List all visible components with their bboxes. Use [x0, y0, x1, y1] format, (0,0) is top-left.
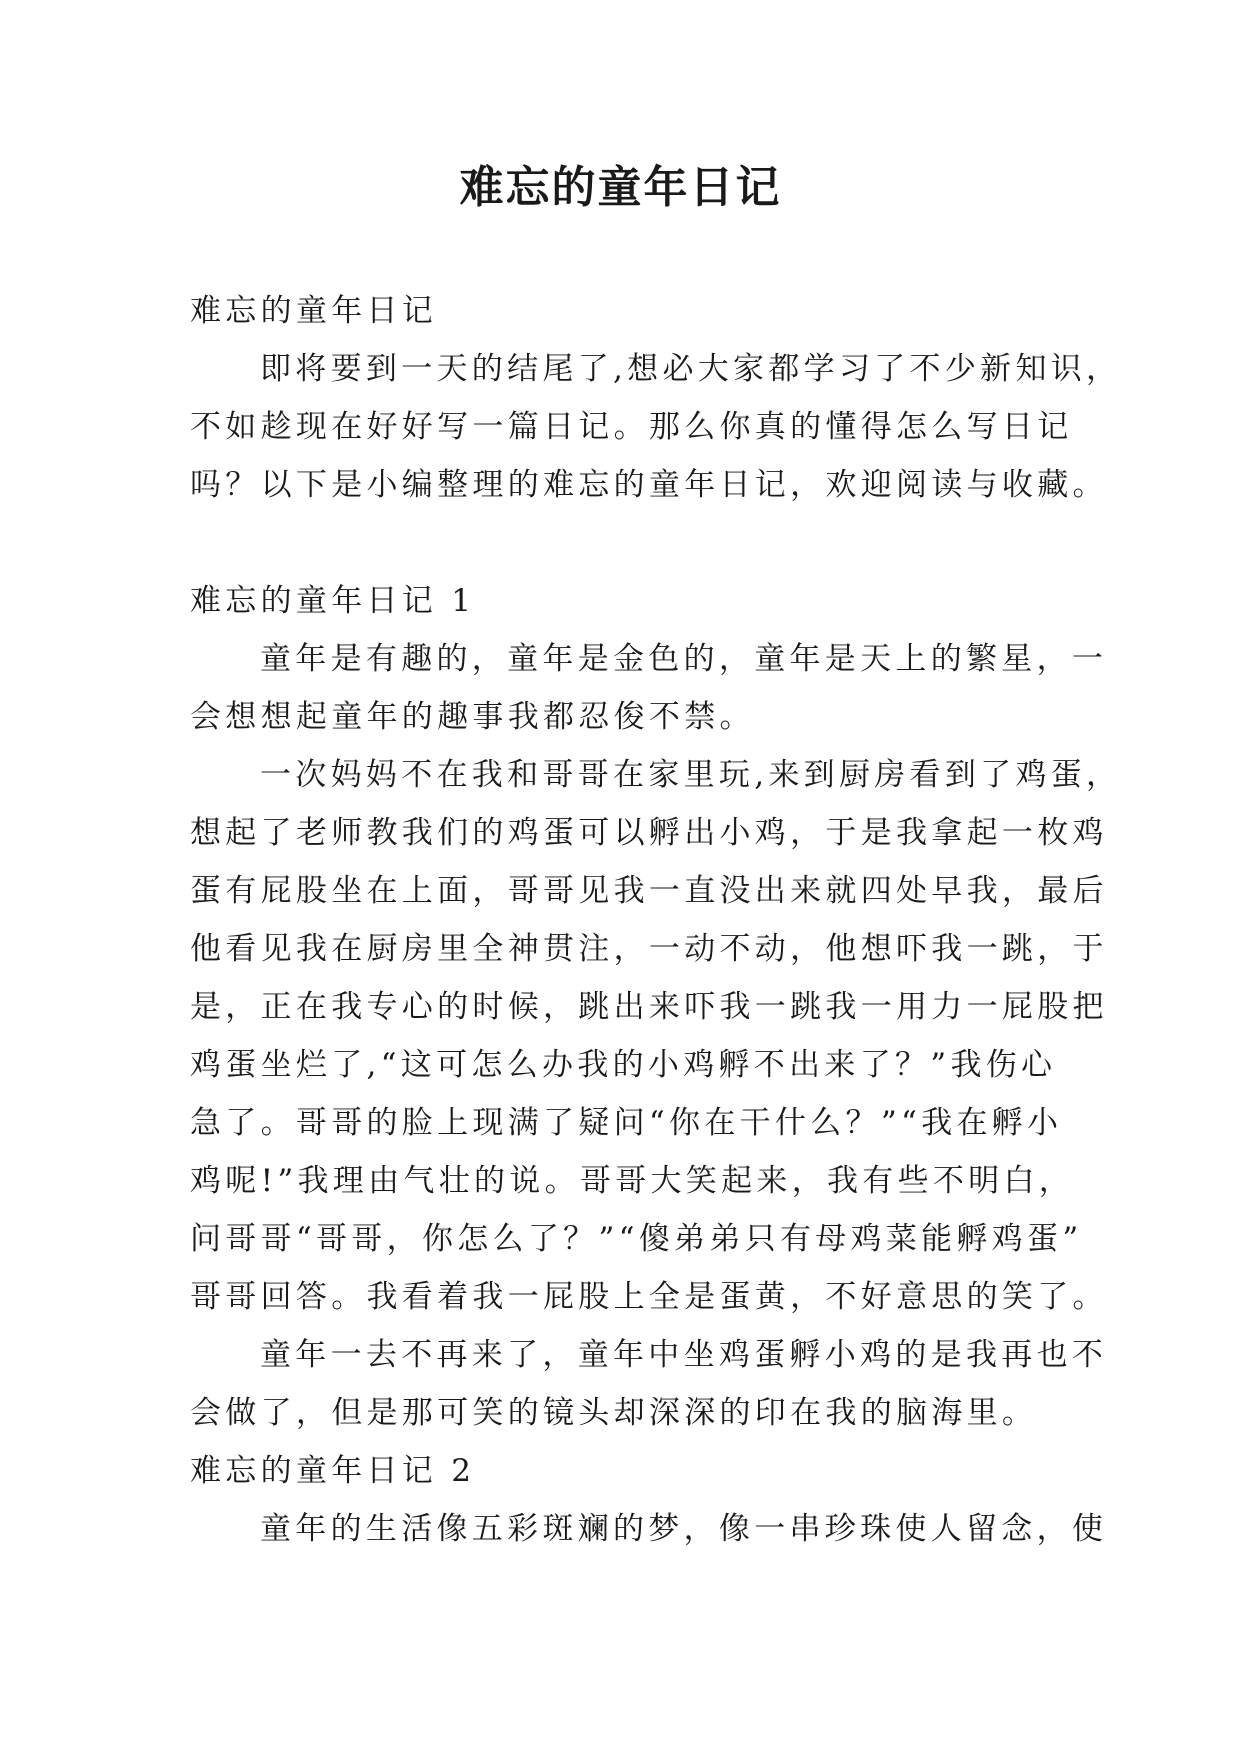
section-heading-intro: 难忘的童年日记: [190, 293, 438, 329]
paragraph-line: 他看见我在厨房里全神贯注，一动不动，他想吓我一跳，于: [190, 931, 1108, 967]
paragraph-line: 问哥哥“哥哥，你怎么了？”“傻弟弟只有母鸡菜能孵鸡蛋”: [190, 1221, 1083, 1257]
paragraph-line: 不如趁现在好好写一篇日记。那么你真的懂得怎么写日记: [190, 409, 1073, 445]
document-body: [190, 282, 1122, 1558]
paragraph-line: 吗？以下是小编整理的难忘的童年日记，欢迎阅读与收藏。: [190, 467, 1108, 503]
paragraph-line: 童年的生活像五彩斑斓的梦，像一串珍珠使人留念，使: [260, 1511, 1108, 1547]
paragraph-line: 鸡呢!”我理由气壮的说。哥哥大笑起来，我有些不明白，: [190, 1163, 1075, 1199]
paragraph-line: 一次妈妈不在我和哥哥在家里玩,来到厨房看到了鸡蛋，: [260, 757, 1122, 793]
paragraph-line: 急了。哥哥的脸上现满了疑问“你在干什么？”“我在孵小: [190, 1105, 1063, 1141]
section-heading-1: 难忘的童年日记 1: [190, 583, 476, 619]
paragraph-line: 是，正在我专心的时候，跳出来吓我一跳我一用力一屁股把: [190, 989, 1108, 1025]
paragraph-line: 想起了老师教我们的鸡蛋可以孵出小鸡，于是我拿起一枚鸡: [190, 815, 1108, 851]
paragraph-line: 会做了，但是那可笑的镜头却深深的印在我的脑海里。: [190, 1395, 1038, 1431]
paragraph-line: 童年一去不再来了，童年中坐鸡蛋孵小鸡的是我再也不: [260, 1337, 1108, 1373]
paragraph-line: 蛋有屁股坐在上面，哥哥见我一直没出来就四处早我，最后: [190, 873, 1108, 909]
paragraph-line: 会想想起童年的趣事我都忍俊不禁。: [190, 699, 755, 735]
paragraph-line: 童年是有趣的，童年是金色的，童年是天上的繁星，一: [260, 641, 1108, 677]
paragraph-line: 鸡蛋坐烂了,“这可怎么办我的小鸡孵不出来了？”我伤心: [190, 1047, 1057, 1083]
paragraph-line: 即将要到一天的结尾了,想必大家都学习了不少新知识，: [260, 351, 1122, 387]
document-title: 难忘的童年日记: [459, 162, 782, 213]
section-heading-2: 难忘的童年日记 2: [190, 1453, 476, 1489]
paragraph-line: 哥哥回答。我看着我一屁股上全是蛋黄，不好意思的笑了。: [190, 1279, 1108, 1315]
blank-line: [190, 514, 1070, 572]
